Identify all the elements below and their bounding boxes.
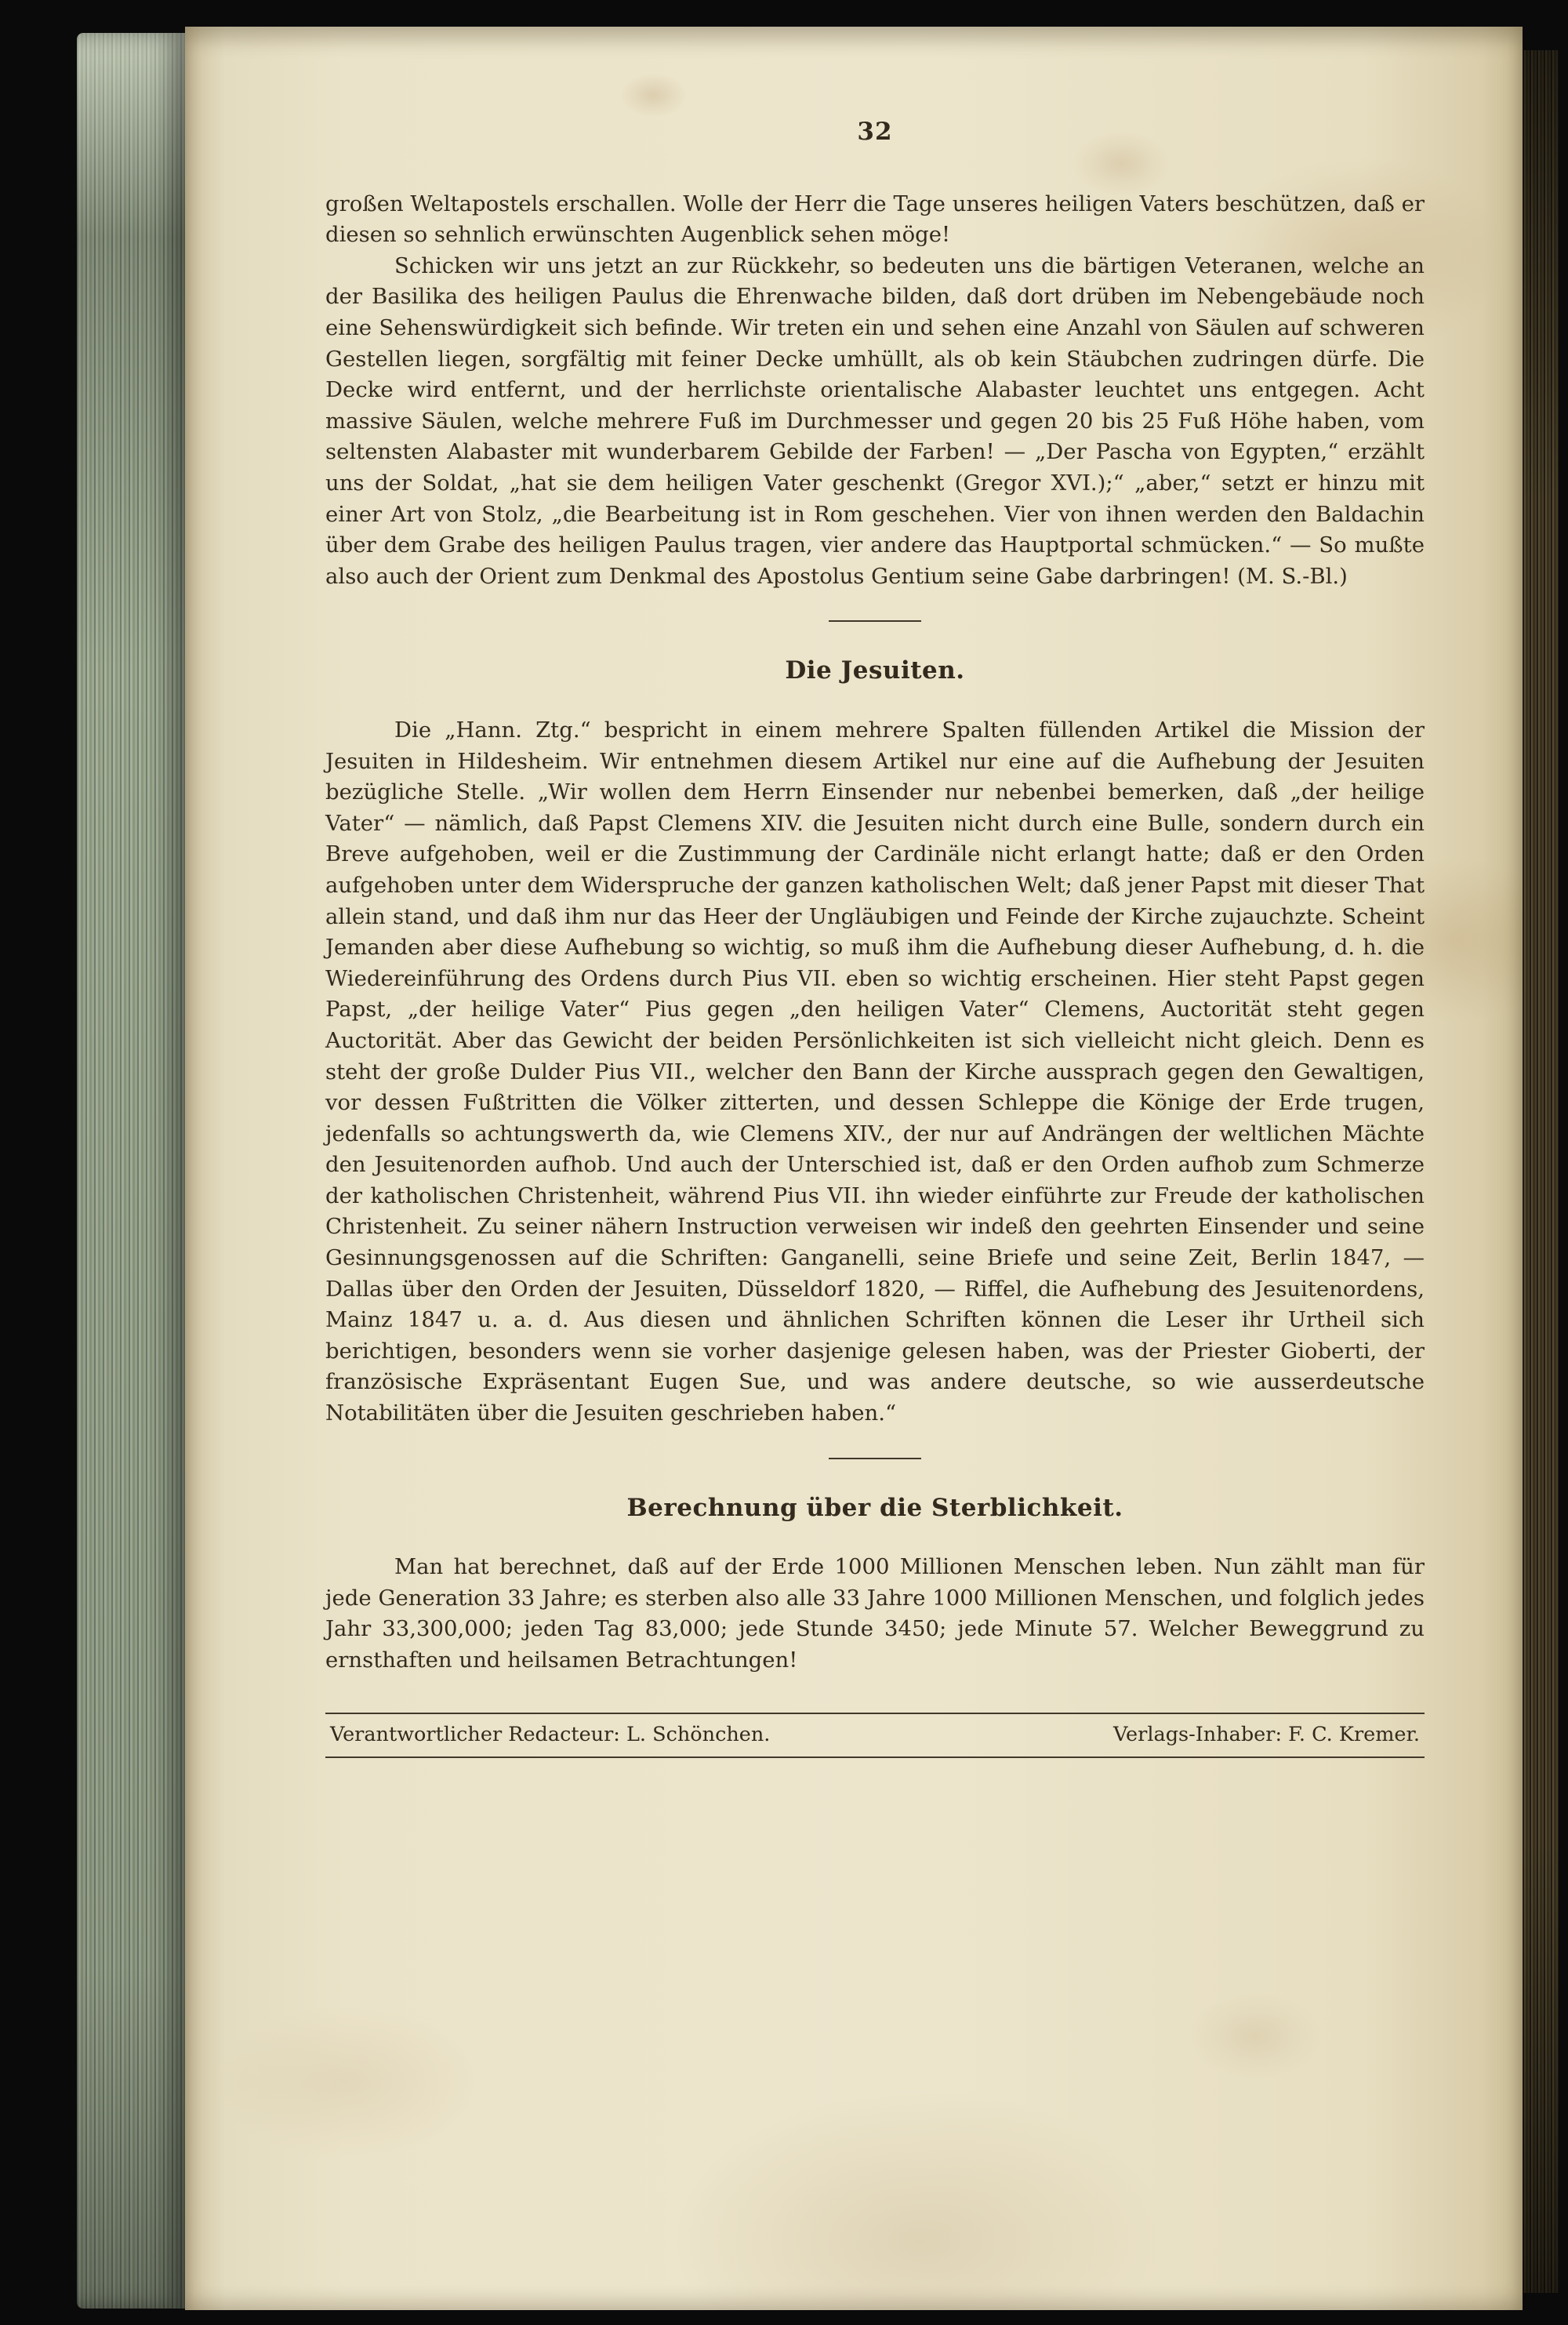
paragraph-veterans: Schicken wir uns jetzt an zur Rückkehr, so bedeuten uns die bärtigen Veteranen, welche an der Basilika des heiligen Paulus die Ehrenwache bilden, daß dort drüben im Nebengebäude noch eine Sehenswürdigkeit sich befinde. Wir treten ein und sehen eine Anzahl von Säulen auf schweren Gestellen liegen, sorgfältig mit feiner Decke umhüllt, als ob kein Stäubchen zudringen dürfe. Die Decke wird entfernt, und der herrlichste orientalische Alabaster leuchtet uns entgegen. Acht massive Säulen, welche mehrere Fuß im Durchmesser und gegen 20 bis 25 Fuß Höhe haben, vom seltensten Alabaster mit wunderbarem Gebilde der Farben! — „Der Pascha von Egypten,“ erzählt uns der Soldat, „hat sie dem heiligen Vater geschenkt (Gregor XVI.);“ „aber,“ setzt er hinzu mit einer Art von Stolz, „die Bearbeitung ist in Rom geschehen. Vier von ihnen werden den Baldachin über dem Grabe des heiligen Paulus tragen, vier andere das Hauptportal schmücken.“ — So mußte also auch der Orient zum Denkmal des Apostolus Gentium seine Gabe darbringen! (M. S.-Bl.) <box>325 252 1425 589</box>
section-heading-sterblichkeit: Berechnung über die Sterblichkeit. <box>626 1493 1123 1522</box>
imprint-line <box>325 1713 1425 1759</box>
section-heading-jesuiten: Die Jesuiten. <box>785 656 965 685</box>
text-column <box>325 114 1425 1758</box>
paragraph-jesuiten: Die „Hann. Ztg.“ bespricht in einem mehrere Spalten füllenden Artikel die Mission der Jesuiten in Hildesheim. Wir entnehmen diesem Artikel nur eine auf die Aufhebung der Jesuiten bezügliche Stelle. „Wir wollen dem Herrn Einsender nur nebenbei bemerken, daß „der heilige Vater“ — nämlich, daß Papst Clemens XIV. die Jesuiten nicht durch eine Bulle, sondern durch ein Breve aufgehoben, weil er die Zustimmung der Cardinäle nicht erlangt hatte; daß er den Orden aufgehoben unter dem Widerspruche der ganzen katholischen Welt; daß jener Papst mit dieser That allein stand, und daß ihm nur das Heer der Ungläubigen und Feinde der Kirche zujauchzte. Scheint Jemanden aber diese Aufhebung so wichtig, so muß ihm die Aufhebung dieser Aufhebung, d. h. die Wiedereinführung des Ordens durch Pius VII. eben so wichtig erscheinen. Hier steht Papst gegen Papst, „der heilige Vater“ Pius gegen „den heiligen Vater“ Clemens, Auctorität steht gegen Auctorität. Aber das Gewicht der beiden Persönlichkeiten ist sich vielleicht nicht gleich. Denn es steht der große Dulder Pius VII., welcher den Bann der Kirche aussprach gegen den Gewaltigen, vor dessen Fußtritten die Völker zitterten, und dessen Schleppe die Könige der Erde trugen, jedenfalls so achtungswerth da, wie Clemens XIV., der nur auf Andrängen der weltlichen Mächte den Jesuitenorden aufhob. Und auch der Unterschied ist, daß er den Orden aufhob zum Schmerze der katholischen Christenheit, während Pius VII. ihn wieder einführte zur Freude der katholischen Christenheit. Zu seiner nähern Instruction verweisen wir indeß den geehrten Einsender und seine Gesinnungsgenossen auf die Schriften: Ganganelli, seine Briefe und seine Zeit, Berlin 1847, — Dallas über den Orden der Jesuiten, Düsseldorf 1820, — Riffel, die Aufhebung des Jesuitenordens, Mainz 1847 u. a. d. Aus diesen und ähnlichen Schriften können die Leser ihr Urtheil sich berichtigen, besonders wenn sie vorher dasjenige gelesen haben, was der Priester Gioberti, der französische Expräsentant Eugen Sue, und was andere deutsche, so wie ausserdeutsche Notabilitäten über die Jesuiten geschrieben haben.“ <box>325 717 1425 1426</box>
imprint-publisher: Verlags-Inhaber: F. C. Kremer. <box>1112 1722 1420 1746</box>
book-spine-page-edges <box>77 33 187 2309</box>
paragraph-continuation: großen Weltapostels erschallen. Wolle der Herr die Tage unseres heiligen Vaters beschützen, daß er diesen so sehnlich erwünschten Augenblick sehen möge! <box>325 191 1425 248</box>
page-number: 32 <box>857 118 893 146</box>
section-divider <box>829 1458 921 1459</box>
imprint-editor: Verantwortlicher Redacteur: L. Schönchen. <box>330 1722 771 1746</box>
book-page <box>185 27 1523 2310</box>
book-right-page-edges <box>1523 50 1559 2293</box>
paragraph-sterblichkeit: Man hat berechnet, daß auf der Erde 1000 Millionen Menschen leben. Nun zählt man für jede Generation 33 Jahre; es sterben also alle 33 Jahre 1000 Millionen Menschen, und folglich jedes Jahr 33,300,000; jeden Tag 83,000; jede Stunde 3450; jede Minute 57. Welcher Beweggrund zu ernsthaften und heilsamen Betrachtungen! <box>325 1554 1425 1673</box>
section-divider <box>829 620 921 622</box>
